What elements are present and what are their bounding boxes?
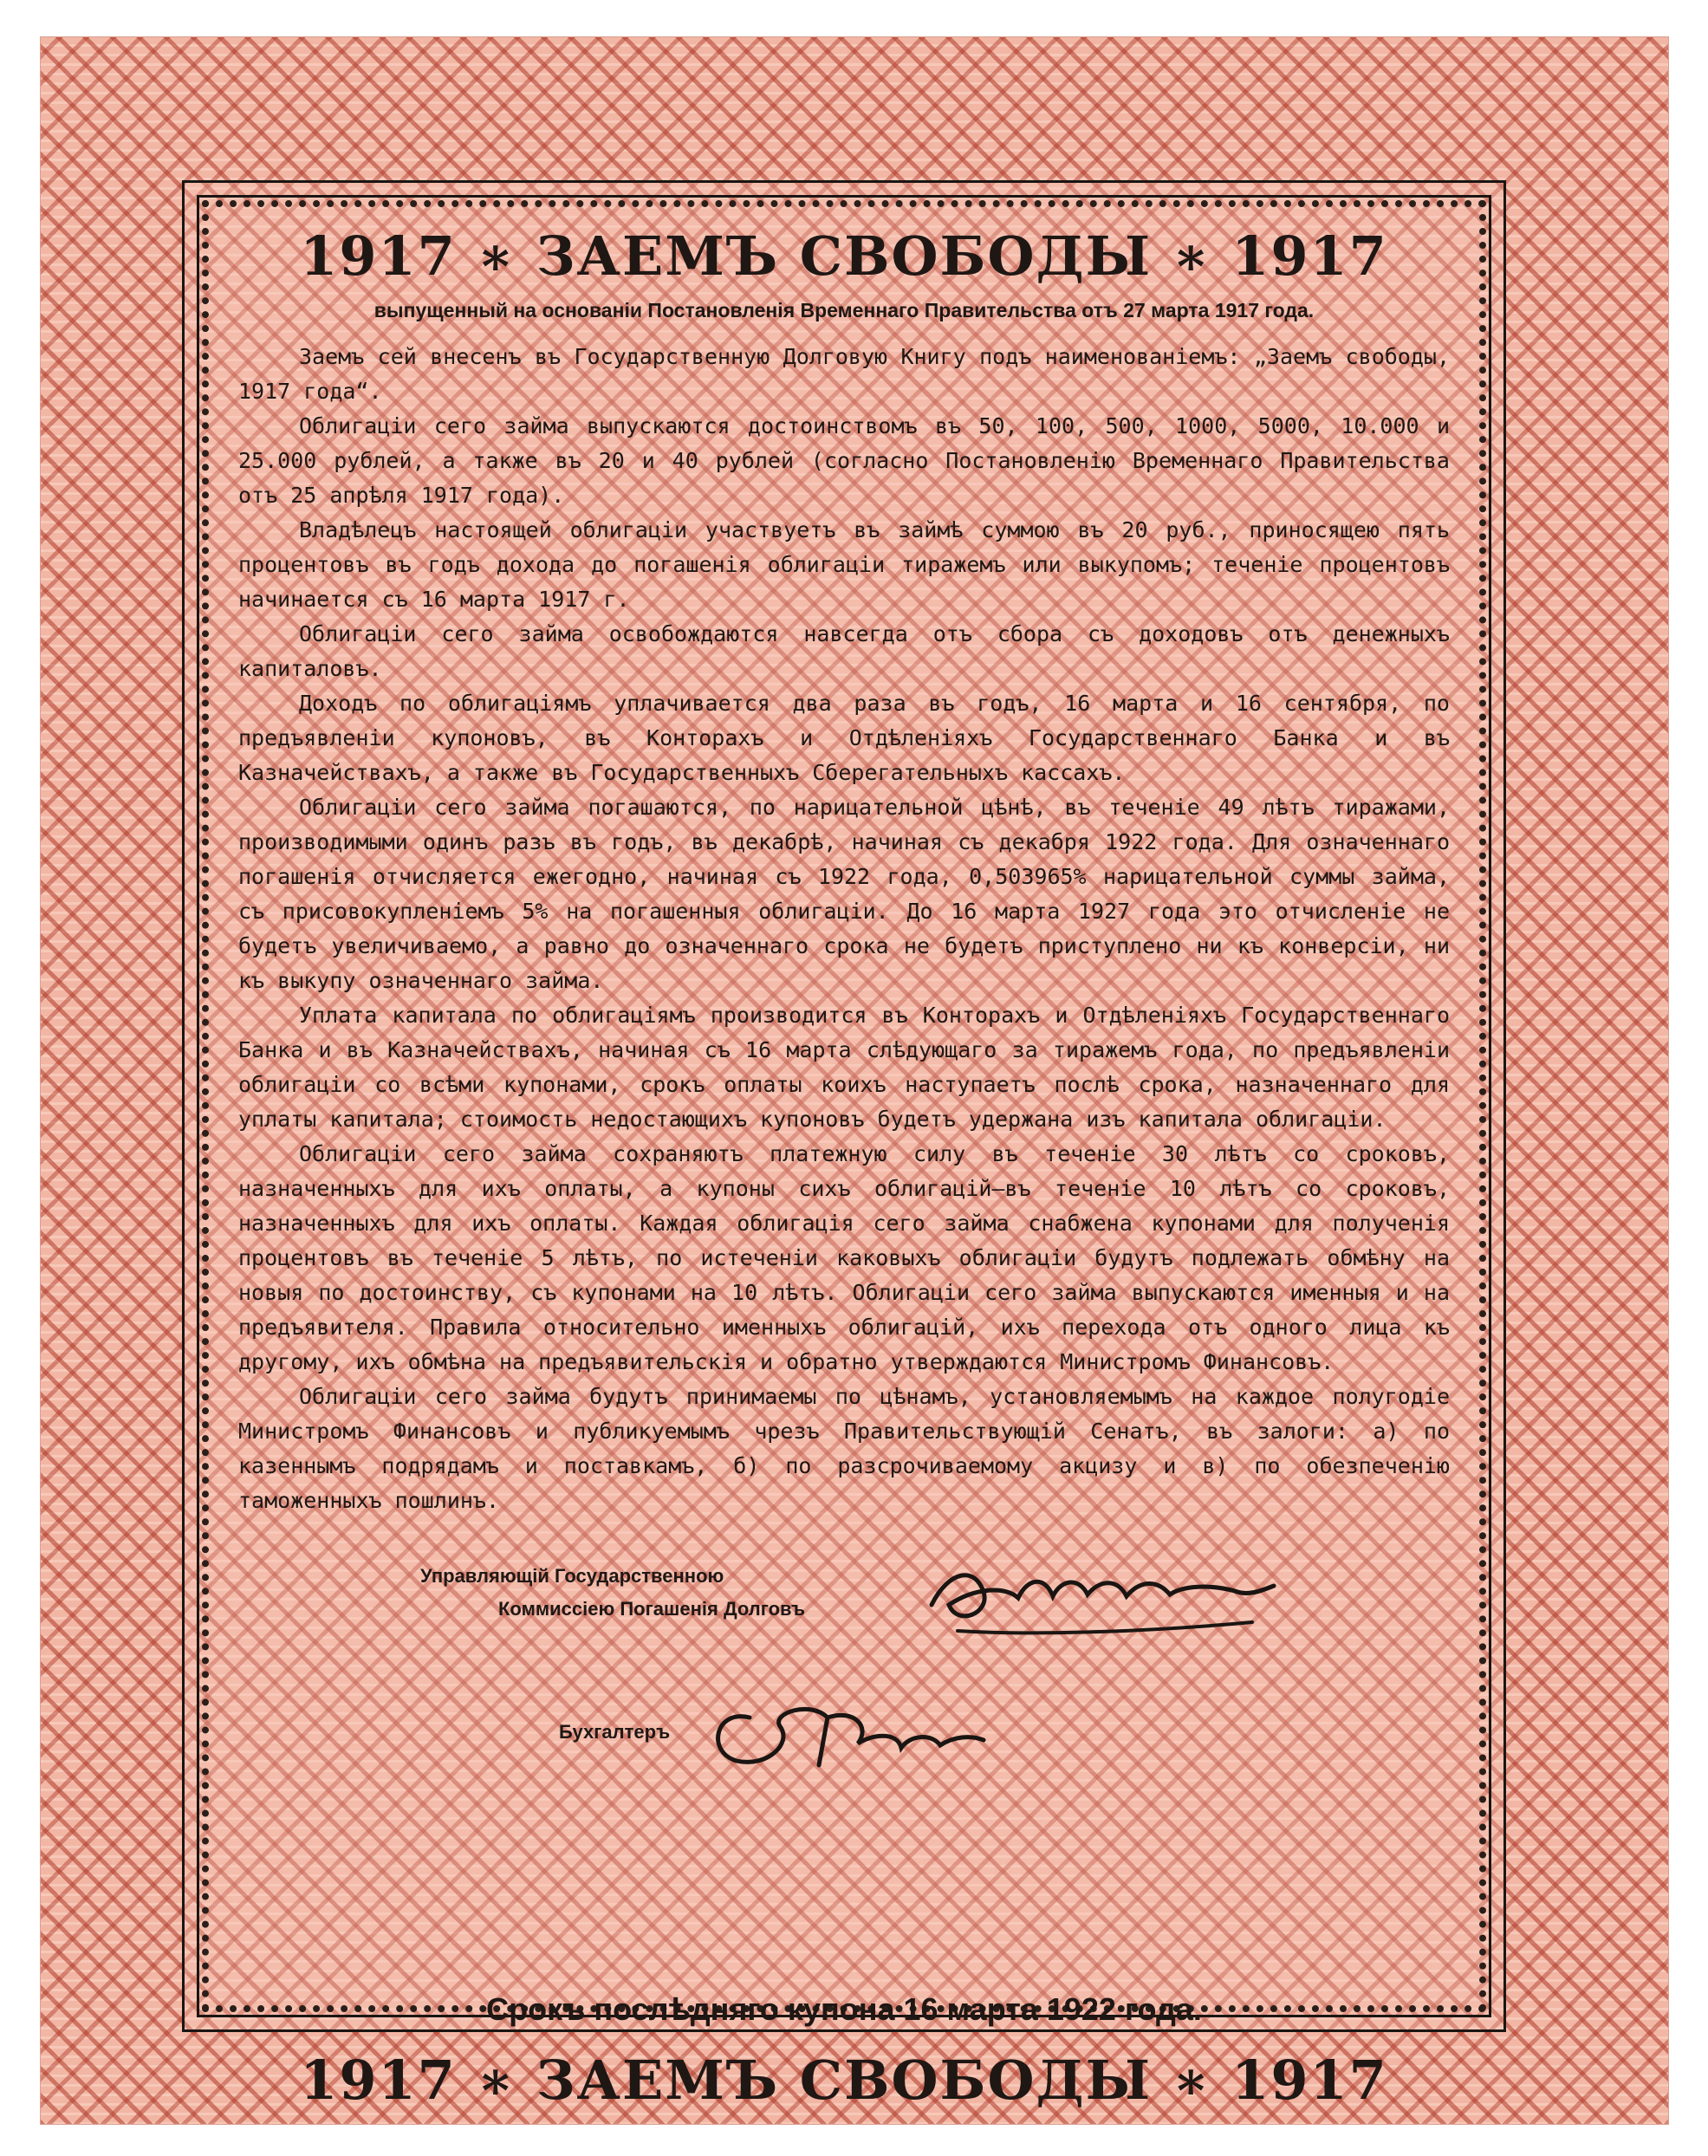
accountant-title: Бухгалтеръ [559, 1721, 671, 1743]
document-frame [182, 180, 1506, 2112]
paragraph-registry: Заемъ сей внесенъ въ Государственную Долговую Книгу подъ наименованiемъ: „Заемъ свободы, 1917 года“. [238, 344, 1450, 404]
manager-title-line2: Коммиссiею Погашенiя Долговъ [498, 1598, 806, 1620]
last-coupon-date: Срокъ послѣдняго купона 16 марта 1922 года. [486, 1991, 1202, 2027]
paragraph-capital: Уплата капитала по облигацiямъ производится въ Конторахъ и Отдѣленiяхъ Государственнаго Банка и въ Казначействахъ, начиная съ 16 марта слѣдующаго за тиражемъ года, по предъявленiи облигацiи со всѣми купонами, срокъ оплаты коихъ наступаетъ послѣ срока, назначеннаго для уплаты капитала; стоимость недостающихъ купоновъ будетъ удержана изъ капитала облигацiи. [238, 1003, 1450, 1132]
paragraph-denominations: Облигацiи сего займа выпускаются достоинствомъ въ 50, 100, 500, 1000, 5000, 10.000 и 25.000 рублей, а также въ 20 и 40 рублей (согласно Постановленiю Временнаго Правительства отъ 25 апрѣля 1917 года). [238, 413, 1450, 508]
manager-title-line1: Управляющiй Государственною [420, 1565, 724, 1587]
subtitle: выпущенный на основанiи Постановленiя Временнаго Правительства отъ 27 марта 1917 года. [373, 299, 1315, 321]
paragraph-validity: Облигацiи сего займа сохраняютъ платежную силу въ теченiе 30 лѣтъ со сроковъ, назначенныхъ для ихъ оплаты, а купоны сихъ облигацiй—въ теченiе 10 лѣтъ со сроковъ, назначенныхъ для ихъ оплаты. Каждая облигацiя сего займа снабжена купонами для полученiя процентовъ въ теченiе 5 лѣтъ, по истеченiи каковыхъ облигацiи будутъ подлежать обмѣну на новыя по достоинству, съ купонами на 10 лѣтъ. Облигацiи сего займа выпускаются именныя и на предъявителя. Правила относительно именныхъ облигацiй, ихъ перехода отъ одного лица къ другому, ихъ обмѣна на предъявительскiя и обратно утверждаются Министромъ Финансовъ. [238, 1141, 1450, 1374]
paragraph-redemption: Облигацiи сего займа погашаются, по нарицательной цѣнѣ, въ теченiе 49 лѣтъ тиражами, производимыми одинъ разъ въ годъ, въ декабрѣ, начиная съ декабря 1922 года. Для означеннаго погашенiя отчисляется ежегодно, начиная съ 1922 года, 0,503965% нарицательной суммы займа, съ присовокупленiемъ 5% на погашенныя облигацiи. До 16 марта 1927 года это отчисленiе не будетъ увеличиваемо, а равно до означеннаго срока не будетъ приступлено ни къ конверсiи, ни къ выкупу означеннаго займа. [238, 795, 1450, 993]
paragraph-collateral: Облигацiи сего займа будутъ принимаемы по цѣнамъ, установляемымъ на каждое полугодiе Министромъ Финансовъ и публикуемымъ чрезъ Правительствующiй Сенатъ, въ залоги: а) по казеннымъ подрядамъ и поставкамъ, б) по разсрочиваемому акцизу и в) по обезпеченiю таможенныхъ пошлинъ. [238, 1384, 1450, 1513]
paragraph-income: Доходъ по облигацiямъ уплачивается два раза въ годъ, 16 марта и 16 сентября, по предъявленiи купоновъ, въ Конторахъ и Отдѣленiяхъ Государственнаго Банка и въ Казначействахъ, а также въ Государственныхъ Сберегательныхъ кассахъ. [238, 691, 1450, 785]
bond-sheet [40, 36, 1669, 2125]
title-bottom: 1917 ∗ ЗАЕМЪ СВОБОДЫ ∗ 1917 [300, 2049, 1388, 2112]
paragraph-holder: Владѣлецъ настоящей облигацiи участвуетъ въ займѣ суммою въ 20 руб., приносящею пять процентовъ въ годъ дохода до погашенiя облигацiи тиражемъ или выкупомъ; теченiе процентовъ начинается съ 16 марта 1917 г. [238, 517, 1450, 612]
paragraph-tax-exempt: Облигацiи сего займа освобождаются навсегда отъ сбора съ доходовъ отъ денежныхъ капиталовъ. [238, 621, 1450, 681]
title-top: 1917 ∗ ЗАЕМЪ СВОБОДЫ ∗ 1917 [300, 224, 1388, 288]
